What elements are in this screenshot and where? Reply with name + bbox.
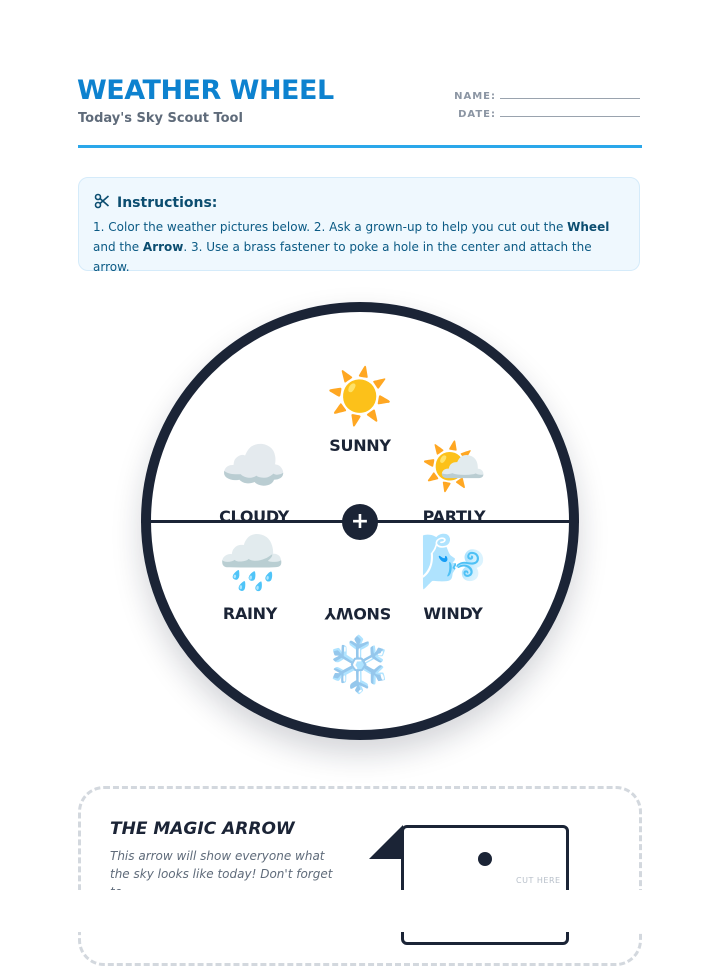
label-sunny: SUNNY (329, 436, 391, 455)
instructions-title: Instructions: (117, 195, 218, 211)
instructions-box (78, 177, 640, 274)
page-bottom-fade (0, 890, 720, 932)
sun-icon: ☀️ (326, 365, 394, 428)
label-rainy: RAINY (222, 604, 278, 623)
cut-here-label: CUT HERE (516, 876, 561, 885)
label-windy: WINDY (423, 604, 483, 623)
label-cloudy: CLOUDY (219, 507, 289, 526)
wind-face-icon: 🌬️ (419, 530, 487, 593)
arrow-tip-icon (369, 825, 403, 861)
name-label: NAME: (454, 91, 496, 102)
arrow-title: THE MAGIC ARROW (110, 819, 295, 839)
instructions-heading (94, 193, 217, 213)
date-blank-line (500, 107, 640, 117)
center-hub: + (342, 504, 378, 540)
scissors-icon (94, 193, 110, 213)
page-title: WEATHER WHEEL (77, 75, 334, 106)
cloud-icon: ☁️ (220, 434, 288, 497)
snowflake-icon: ❄️ (325, 633, 393, 696)
fastener-hole-dot (478, 852, 492, 866)
wheel-emphasis: Wheel (567, 220, 610, 234)
instructions-text: 1. Color the weather pictures below. 2. Ask a grown-up to help you cut out the Wheel and the Arrow. 3. Use a brass fastener to poke a hole in the center and attach the arrow. (93, 220, 610, 274)
arrow-emphasis: Arrow (142, 240, 184, 254)
header-rule (78, 145, 642, 148)
name-blank-line (500, 89, 640, 99)
name-field (454, 89, 640, 102)
arrow-description: This arrow will show everyone what the sky looks like today! Don't forget (110, 849, 333, 881)
page-subtitle: Today's Sky Scout Tool (78, 111, 243, 126)
date-field (458, 107, 640, 120)
rain-cloud-icon: 🌧️ (218, 531, 286, 594)
label-snowy: SNOWY (324, 604, 392, 623)
date-label: DATE: (458, 109, 496, 120)
partly-cloudy-icon: 🌤️ (420, 435, 488, 498)
label-partly: PARTLY (422, 507, 486, 526)
